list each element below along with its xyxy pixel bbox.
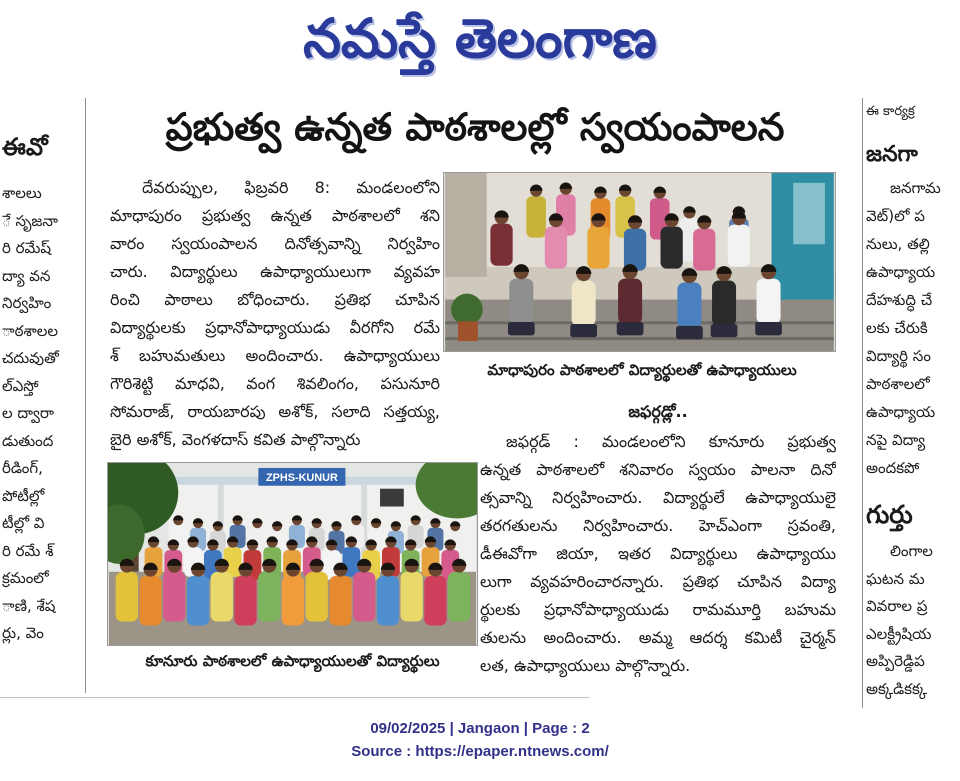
left-article-line: రీడింగ్,	[2, 459, 43, 477]
photo-kunur	[107, 462, 478, 646]
left-article-line: రి రమే శ్	[2, 541, 54, 560]
right-article-line: అందకపో	[866, 459, 920, 477]
person-legs	[755, 322, 782, 335]
headline: ప్రభుత్వ ఉన్నత పాఠశాలల్లో స్వయంపాలన	[165, 105, 785, 149]
photo-step-edge	[445, 337, 834, 340]
person-body	[401, 572, 423, 621]
left-article-line: శాలలు	[2, 184, 42, 202]
left-article-line: ే సృజనా	[2, 211, 58, 230]
person-body	[163, 572, 185, 621]
person-body	[587, 227, 609, 269]
story-zafargadh	[480, 428, 836, 682]
story-line: దేవరుప్పుల, ఫిబ్రవరి 8: మండలంలోని	[142, 178, 440, 197]
person-body	[448, 572, 470, 621]
person-body	[187, 576, 209, 625]
story-line: తరగతులను నిర్వహించారు. హెచ్ఎంగా స్రవంతి,	[480, 516, 836, 535]
left-article-line: ద్యా వన	[2, 266, 51, 285]
person-legs	[711, 324, 738, 337]
right-article-line: వెట్)లో ప	[866, 207, 925, 225]
masthead-logo: నమస్తే తెలంగాణ	[303, 7, 657, 70]
story-line: చారు. విద్యార్థులు ఉపాధ్యాయులుగా వ్యవహ	[110, 262, 440, 281]
left-article-heading: ఈవో	[2, 133, 48, 161]
person-body	[526, 196, 546, 237]
left-article-line: క్రమంలో	[2, 569, 49, 587]
person-body	[258, 572, 280, 621]
photo-plant-pot	[458, 321, 478, 341]
left-article-line: నిర్వహిం	[2, 294, 52, 312]
story-line: మాధాపురం ప్రభుత్వ ఉన్నత పాఠశాలలో శని	[110, 206, 440, 225]
column-rule-right	[862, 98, 863, 708]
right-article-line: దేహశుద్ధి చే	[866, 291, 933, 309]
right-article-line: పాఠశాలలో	[866, 375, 930, 393]
person-body	[353, 572, 375, 621]
person-body	[618, 279, 642, 324]
story-line: సోమరాజ్, రాయబారపు అశోక్, సలాది సత్తయ్య,	[110, 402, 440, 421]
right-article-line: అప్పిరెడ్డిప	[866, 652, 925, 670]
right-article-line: ఈ కార్యక్ర	[866, 104, 915, 119]
story-line: తులను అందించారు. అమ్మ ఆదర్శ కమిటీ చైర్మన్	[480, 628, 836, 647]
right-article-line: లింగాల	[890, 542, 933, 560]
person-body	[424, 576, 446, 625]
story-line: బైరి అశోక్, వెంగళదాస్ కవిత పాల్గొన్నారు	[110, 430, 361, 449]
right-article-line: ఘటన మ	[866, 569, 925, 588]
person-body	[545, 227, 567, 269]
person-legs	[570, 324, 597, 337]
column-rule-left	[85, 98, 86, 693]
left-article-line: ర్లు, వెం	[2, 624, 44, 642]
right-article-line: విద్యార్థి సం	[866, 347, 931, 365]
person-body	[329, 576, 351, 625]
person-body	[211, 572, 233, 621]
story-line: ర్థులకు ప్రధానోపాధ్యాయుడు రామమూర్తి బహుమ	[480, 600, 836, 619]
right-article-heading: గుర్తు	[866, 500, 913, 529]
right-article-line: నపై విద్యా	[866, 431, 926, 449]
person-body	[490, 224, 512, 266]
person-body	[661, 227, 683, 269]
right-article-line: నులు, తల్లి	[866, 235, 930, 253]
story-line: శ్ బహుమతులు అందించారు. ఉపాధ్యాయులు	[110, 346, 440, 365]
story-line: రించి పాఠాలు బోధించారు. ప్రతిభ చూపిన	[110, 290, 440, 309]
person-body	[234, 576, 256, 625]
bottom-rule	[0, 697, 590, 698]
person-body	[728, 225, 750, 267]
left-article-line: డుతుంద	[2, 431, 54, 450]
adjacent-article-right	[866, 100, 960, 706]
story-line: వారం స్వయంపాలన దినోత్సవాన్ని నిర్వహిం	[110, 234, 440, 253]
left-article-line: ల్ఎస్తో	[2, 376, 39, 395]
story-line: జఫర్గడ్ : మండలంలోని కూనూరు ప్రభుత్వ	[506, 432, 836, 451]
right-article-heading: జనగా	[866, 142, 918, 167]
photo-plant	[451, 294, 483, 326]
footer-dateline: 09/02/2025 | Jangaon | Page : 2	[370, 720, 590, 737]
right-article-line: ఉపాధ్యాయ	[866, 263, 936, 281]
story-line: ఉన్నత పాఠశాలలో శనివారం స్వయం పాలనా దినో	[480, 460, 836, 479]
left-article-line: ాణి, శేష	[2, 596, 56, 615]
story-line: విద్యార్థులకు ప్రధానోపాధ్యాయుడు వీరగోని రమే	[110, 318, 440, 337]
footer-source: Source : https://epaper.ntnews.com/	[351, 743, 609, 760]
story-line: లత, ఉపాధ్యాయులు పాల్గొన్నారు.	[480, 656, 691, 675]
left-article-line: టీల్లో వి	[2, 514, 45, 532]
story-subheading: జఫర్గడ్లో..	[628, 402, 688, 421]
photo-caption: కూనూరు పాఠశాలలో ఉపాధ్యాయులతో విద్యార్థులు	[145, 652, 440, 670]
photo-window	[380, 489, 404, 507]
person-legs	[617, 322, 644, 335]
left-article-line: ాఠశాలల	[2, 321, 58, 340]
right-article-line: ఉపాధ్యాయ	[866, 403, 936, 421]
school-sign-text: ZPHS-KUNUR	[265, 471, 338, 484]
person-legs	[508, 322, 535, 335]
person-legs	[676, 326, 703, 339]
right-article-line: ఎలక్ట్రీషియ	[866, 624, 932, 643]
story-line: త్సవాన్ని నిర్వహించారు. విద్యార్థులే ఉపాధ్యాయులై	[480, 488, 836, 507]
person-body	[282, 576, 304, 625]
right-article-line: వివరాల ప్ర	[866, 597, 928, 615]
right-article-line: అక్కడికక్క	[866, 679, 928, 698]
person-body	[572, 281, 596, 326]
right-article-line: లకు చేరుకి	[866, 319, 928, 337]
person-body	[116, 572, 138, 621]
story-devaruppula	[110, 174, 440, 456]
right-article-line: జనగామ	[890, 179, 941, 197]
story-line: లుగా వ్యవహరించారన్నారు. ప్రతిభ చూపిన విద్యా	[480, 572, 836, 591]
adjacent-article-left	[2, 128, 82, 688]
left-article-line: చదువుతో	[2, 349, 59, 367]
person-body	[139, 576, 161, 625]
photo-poster	[793, 183, 825, 244]
person-body	[509, 279, 533, 324]
person-body	[757, 279, 781, 324]
photo-madhapuram-image	[444, 173, 835, 351]
person-body	[693, 229, 715, 271]
person-body	[677, 283, 701, 328]
left-article-line: పోటీల్లో	[2, 486, 45, 505]
person-body	[377, 576, 399, 625]
photo-caption: మాధాపురం పాఠశాలలో విద్యార్థులతో ఉపాధ్యాయులు	[487, 361, 797, 379]
person-body	[306, 572, 328, 621]
person-body	[712, 281, 736, 326]
photo-madhapuram	[443, 172, 836, 352]
photo-kunur-image	[108, 463, 477, 645]
story-line: డీఈవోగా జియా, ఇతర విద్యార్థులు ఉపాధ్యాయు	[480, 544, 836, 563]
left-article-line: ల ద్వారా	[2, 404, 54, 422]
story-line: గౌరిశెట్టి మాధవి, వంగ శివలింగం, పసునూరి	[110, 374, 440, 393]
photo-doorway	[445, 173, 487, 277]
left-article-line: రి రమేష్	[2, 239, 52, 257]
person-body	[624, 229, 646, 271]
